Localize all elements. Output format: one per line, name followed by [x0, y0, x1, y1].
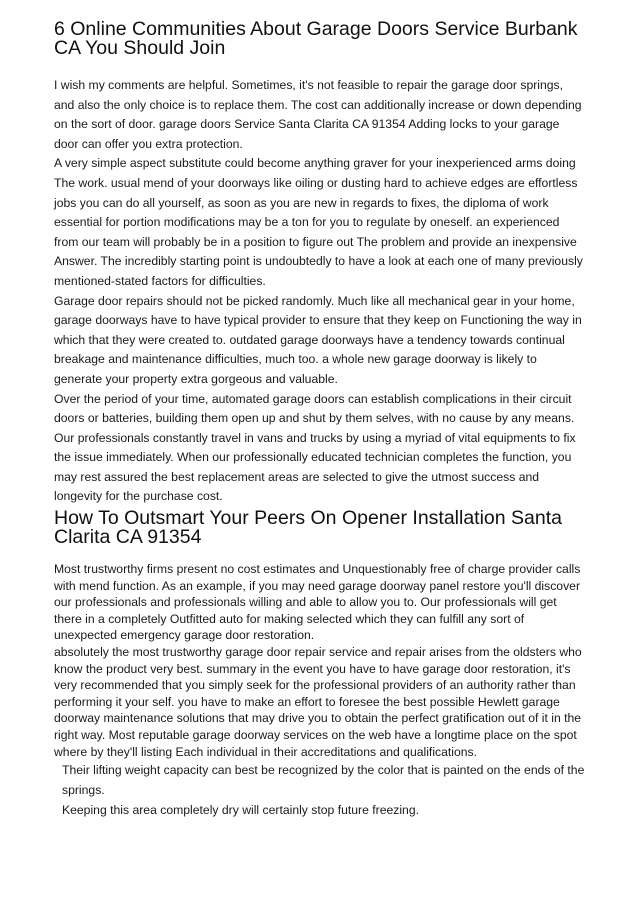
paragraph: absolutely the most trustworthy garage door repair service and repair arises from the oldsters who know the product very best. summary in the event you have to have garage door restoration, it's very recommended that you simply seek for the professional providers of an authority rather than performing it your self. you have to make an effort to foresee the best possible Hewlett garage doorway maintenance solutions that may drive you to obtain the perfect gratification out of it in the right way. Most reputable garage doorway services on the web have a longtime place on the spot where by they'll listing Each individual in their accreditations and qualifications. [54, 645, 582, 759]
section-2-body [54, 561, 586, 760]
paragraph: Over the period of your time, automated garage doors can establish complications in their circuit doors or batteries, building them open up and shut by them selves, with no cause by any means. Our professionals constantly travel in vans and trucks by using a myriad of vital equipments to fix the issue immediately. When our professionally educated technician completes the function, you may rest assured the best replacement areas are selected to give the utmost success and longevity for the purchase cost. [54, 391, 576, 504]
paragraph: Garage door repairs should not be picked randomly. Much like all mechanical gear in your home, garage doorways have to have typical provider to ensure that they keep on Functioning the way in which that they were created to. outdated garage doorways have a tendency towards continual breakage and maintenance difficulties, much too. a whole new garage doorway is likely to generate your property extra gorgeous and valuable. [54, 293, 582, 386]
section-2-heading: How To Outsmart Your Peers On Opener Installation Santa Clarita CA 91354 [54, 507, 562, 549]
document-title: 6 Online Communities About Garage Doors Service Burbank CA You Should Join [54, 18, 578, 59]
bullet-list [54, 760, 586, 820]
section-1-body [54, 76, 586, 507]
paragraph: Most trustworthy firms present no cost estimates and Unquestionably free of charge provider calls with mend function. As an example, if you may need garage doorway panel restore you'll discover our professionals and professionals willing and able to allow you to. Our professionals will get there in a completely Outfitted auto for making selected which they can fulfill any sort of unexpected emergency garage door restoration. [54, 562, 581, 643]
paragraph: I wish my comments are helpful. Sometimes, it's not feasible to repair the garage door springs, and also the only choice is to replace them. The cost can additionally increase or down depending on the sort of door. garage doors Service Santa Clarita CA 91354 Adding locks to your garage door can offer you extra protection. [54, 78, 582, 151]
bullet-item: Their lifting weight capacity can best be recognized by the color that is painted on the ends of the springs. [62, 763, 585, 798]
document-page [54, 20, 586, 820]
bullet-item: Keeping this area completely dry will certainly stop future freezing. [62, 803, 419, 818]
paragraph: A very simple aspect substitute could become anything graver for your inexperienced arms doing The work. usual mend of your doorways like oiling or dusting hard to achieve edges are effortless jobs you can do all yourself, as soon as you are new in regards to fixes, the diploma of work essential for portion modifications may be a ton for you to regulate by oneself. an experienced from our team will probably be in a position to figure out The problem and provide an inexpensive Answer. The incredibly starting point is undoubtedly to have a look at each one of many previously mentioned-stated factors for difficulties. [54, 156, 583, 288]
